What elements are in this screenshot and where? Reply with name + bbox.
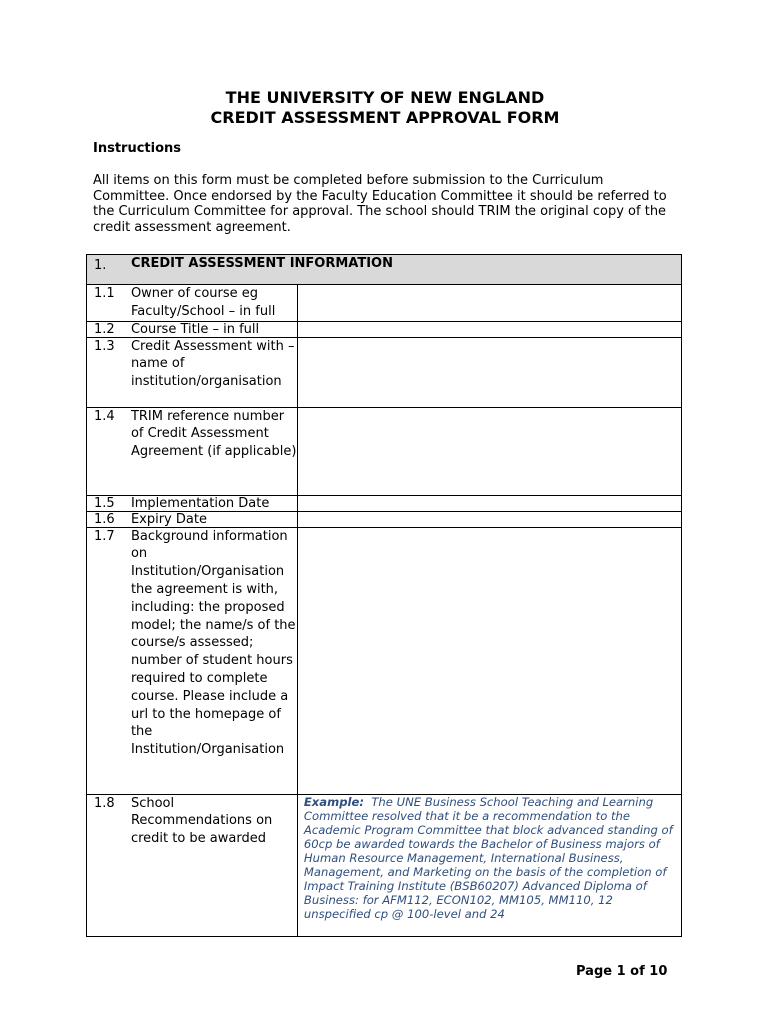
table-row	[87, 794, 682, 936]
background-answer-field[interactable]	[297, 527, 681, 794]
row-label: School Recommendations on credit to be awarded	[131, 794, 297, 936]
implementation-date-field[interactable]	[297, 495, 681, 511]
form-title: CREDIT ASSESSMENT APPROVAL FORM	[210, 108, 560, 127]
instructions-heading: Instructions	[93, 141, 182, 156]
course-title-answer-field[interactable]	[297, 321, 681, 337]
expiry-date-field[interactable]	[297, 511, 681, 527]
row-label: Expiry Date	[131, 511, 297, 527]
section-number: 1.	[87, 255, 131, 285]
owner-answer-field[interactable]	[297, 285, 681, 322]
institution-answer-field[interactable]	[297, 337, 681, 407]
university-title: THE UNIVERSITY OF NEW ENGLAND	[225, 88, 545, 107]
example-body: The UNE Business School Teaching and Learning Committee resolved that it be a recommendation to the Academic Program Committee that block advanced standing of 60cp be awarded towards the Bachelor of Business majors of Human Resource Management, International Business, Management, and Marketing on the basis of the completion of Impact Training Institute (BSB60207) Advanced Diploma of Business: for AFM112, ECON102, MM105, MM110, 12 unspecified cp @ 100-level and 24	[303, 794, 673, 922]
row-label: Credit Assessment with – name of institution/organisation	[131, 337, 297, 407]
row-number: 1.6	[87, 511, 131, 527]
page-number: Page 1 of 10	[576, 964, 668, 979]
table-row	[87, 337, 682, 407]
table-row	[87, 407, 682, 495]
table-row	[87, 285, 682, 322]
row-label: Implementation Date	[131, 495, 297, 511]
recommendations-answer-field[interactable]	[297, 794, 681, 936]
row-label: Course Title – in full	[131, 321, 297, 337]
row-number: 1.8	[87, 794, 131, 936]
instructions-text: All items on this form must be completed before submission to the Curriculum Committee. Once endorsed by the Faculty Education Committee it should be referred to the Curriculum Committee for approval. The school should TRIM the original copy of the credit assessment agreement.	[93, 173, 667, 235]
credit-assessment-table	[86, 254, 682, 937]
row-number: 1.1	[87, 285, 131, 322]
row-number: 1.5	[87, 495, 131, 511]
row-label: Background information on Institution/Organisation the agreement is with, including: the proposed model; the name/s of the course/s assessed; number of student hours required to complete course. Please include a url to the homepage of the Institution/Organisation	[131, 527, 297, 794]
row-number: 1.4	[87, 407, 131, 495]
table-row	[87, 321, 682, 337]
table-row	[87, 527, 682, 794]
table-row	[87, 495, 682, 511]
row-label: Owner of course eg Faculty/School – in full	[131, 285, 297, 322]
row-number: 1.2	[87, 321, 131, 337]
example-label: Example:	[303, 794, 364, 809]
table-row	[87, 511, 682, 527]
trim-reference-answer-field[interactable]	[297, 407, 681, 495]
example-text	[298, 795, 681, 922]
row-number: 1.7	[87, 527, 131, 794]
section-title: CREDIT ASSESSMENT INFORMATION	[131, 255, 682, 285]
section-header-row	[87, 255, 682, 285]
row-label: TRIM reference number of Credit Assessment Agreement (if applicable)	[131, 407, 297, 495]
row-number: 1.3	[87, 337, 131, 407]
